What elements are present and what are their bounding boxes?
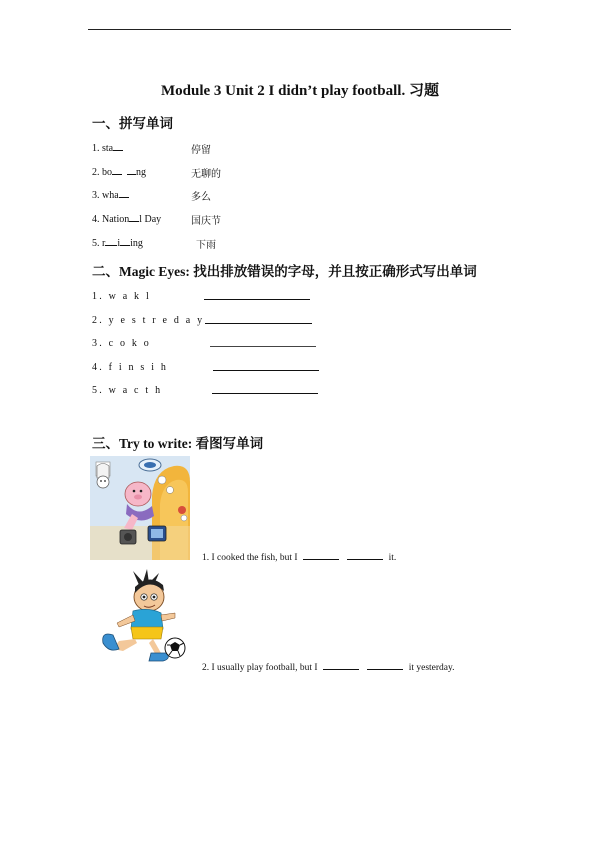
- cooking-cartoon-image: [90, 456, 190, 560]
- answer-line-5[interactable]: [212, 393, 318, 394]
- blank[interactable]: [113, 141, 123, 151]
- football-boy-image: [89, 569, 189, 665]
- jumbled-item-3: 3. c o k o: [92, 338, 151, 349]
- jumbled-item-4: 4. f i n s i h: [92, 362, 169, 373]
- blank[interactable]: [119, 188, 129, 198]
- gloss-2: 无聊的: [191, 169, 221, 180]
- blank[interactable]: [105, 236, 117, 246]
- gloss-4: 国庆节: [191, 216, 221, 227]
- blank[interactable]: [127, 165, 136, 175]
- spelling-item-3: 3. wha: [92, 188, 129, 201]
- blank[interactable]: [347, 550, 383, 560]
- spelling-item-2: 2. bo ng: [92, 167, 146, 178]
- gloss-1: 停留: [191, 145, 211, 156]
- jumbled-item-1: 1. w a k l: [92, 291, 151, 302]
- section2-heading: 二、Magic Eyes: 找出排放错误的字母，并且按正确形式写出单词: [92, 264, 477, 279]
- gloss-3: 多么: [191, 192, 211, 203]
- spelling-item-5: 5. r i ing: [92, 238, 143, 249]
- top-rule: [88, 29, 511, 30]
- answer-line-3[interactable]: [210, 346, 316, 347]
- picture-sentence-1: 1. I cooked the fish, but I it.: [202, 550, 396, 563]
- blank[interactable]: [129, 212, 139, 222]
- spelling-item-1: 1. sta: [92, 141, 123, 154]
- jumbled-item-2: 2. y e s t r e d a y: [92, 315, 205, 326]
- page-title: Module 3 Unit 2 I didn’t play football. 习题: [161, 83, 439, 99]
- blank[interactable]: [367, 660, 403, 670]
- section1-heading: 一、拼写单词: [92, 116, 173, 131]
- blank[interactable]: [303, 550, 339, 560]
- answer-line-2[interactable]: [205, 323, 312, 324]
- blank[interactable]: [112, 165, 122, 175]
- blank[interactable]: [323, 660, 359, 670]
- gloss-5: 下雨: [196, 240, 216, 251]
- section3-heading: 三、Try to write: 看图写单词: [92, 436, 264, 451]
- spelling-item-4: 4. Nation l Day: [92, 214, 162, 225]
- answer-line-4[interactable]: [213, 370, 319, 371]
- answer-line-1[interactable]: [204, 299, 310, 300]
- blank[interactable]: [120, 236, 130, 246]
- jumbled-item-5: 5. w a c t h: [92, 385, 163, 396]
- picture-sentence-2: 2. I usually play football, but I it yesterday.: [202, 660, 455, 673]
